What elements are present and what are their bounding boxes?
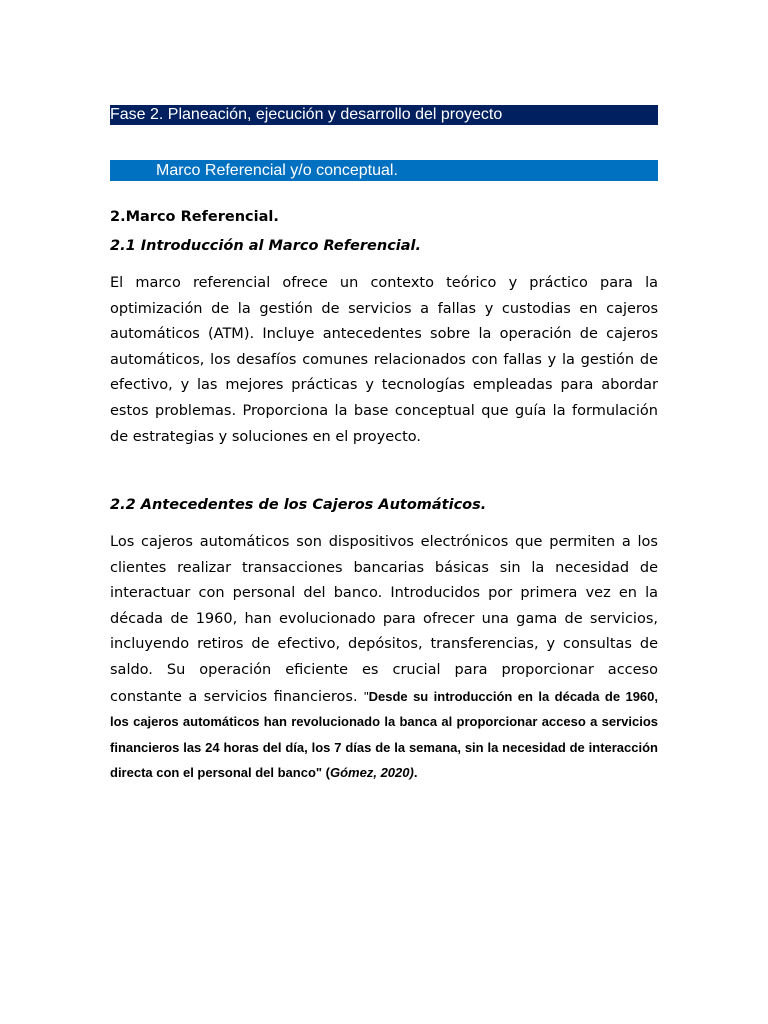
phase-banner-text: Fase 2. Planeación, ejecución y desarrollo del proyecto — [110, 106, 503, 123]
framework-banner-text: Marco Referencial y/o conceptual. — [156, 162, 398, 179]
paragraph-intro: El marco referencial ofrece un contexto teórico y práctico para la optimización de la gestión de servicios a fallas y custodias en cajeros automáticos (ATM). Incluye antecedentes sobre la operación de cajeros automáticos, los desafíos comunes relacionados con fallas y la gestión de efectivo, y las mejores prácticas y tecnologías empleadas para abordar estos problemas. Proporciona la base conceptual que guía la formulación de estrategias y soluciones en el proyecto. — [110, 275, 658, 445]
quote-end: . — [413, 765, 418, 781]
subsection-title-intro: 2.1 Introducción al Marco Referencial. — [110, 238, 422, 254]
paragraph-background-text: Los cajeros automáticos son dispositivos electrónicos que permiten a los clientes realizar transacciones bancarias básicas sin la necesidad de interactuar con personal del banco. Introducidos por primera vez en la década de 1960, han evolucionado para ofrecer una gama de servicios, incluyendo retiros de efectivo, depósitos, transferencias, y consultas de saldo. Su operación eficiente es crucial para proporcionar acceso constante a servicios financieros. — [110, 534, 658, 705]
quote-body: Desde su introducción en la década de 1960, los cajeros automáticos han revolucionado la banca al proporcionar acceso a servicios financieros las 24 horas del día, los 7 días de la semana, sin la necesidad de interacción directa con el personal del banco" ( — [110, 688, 658, 781]
citation: Gómez, 2020) — [330, 765, 414, 781]
quote-open-mark: " — [364, 688, 369, 704]
subsection-title-background: 2.2 Antecedentes de los Cajeros Automáticos. — [110, 497, 487, 513]
paragraph-background — [110, 530, 658, 787]
section-title: 2.Marco Referencial. — [110, 209, 279, 225]
phase-banner — [110, 105, 658, 125]
framework-banner — [110, 160, 658, 181]
